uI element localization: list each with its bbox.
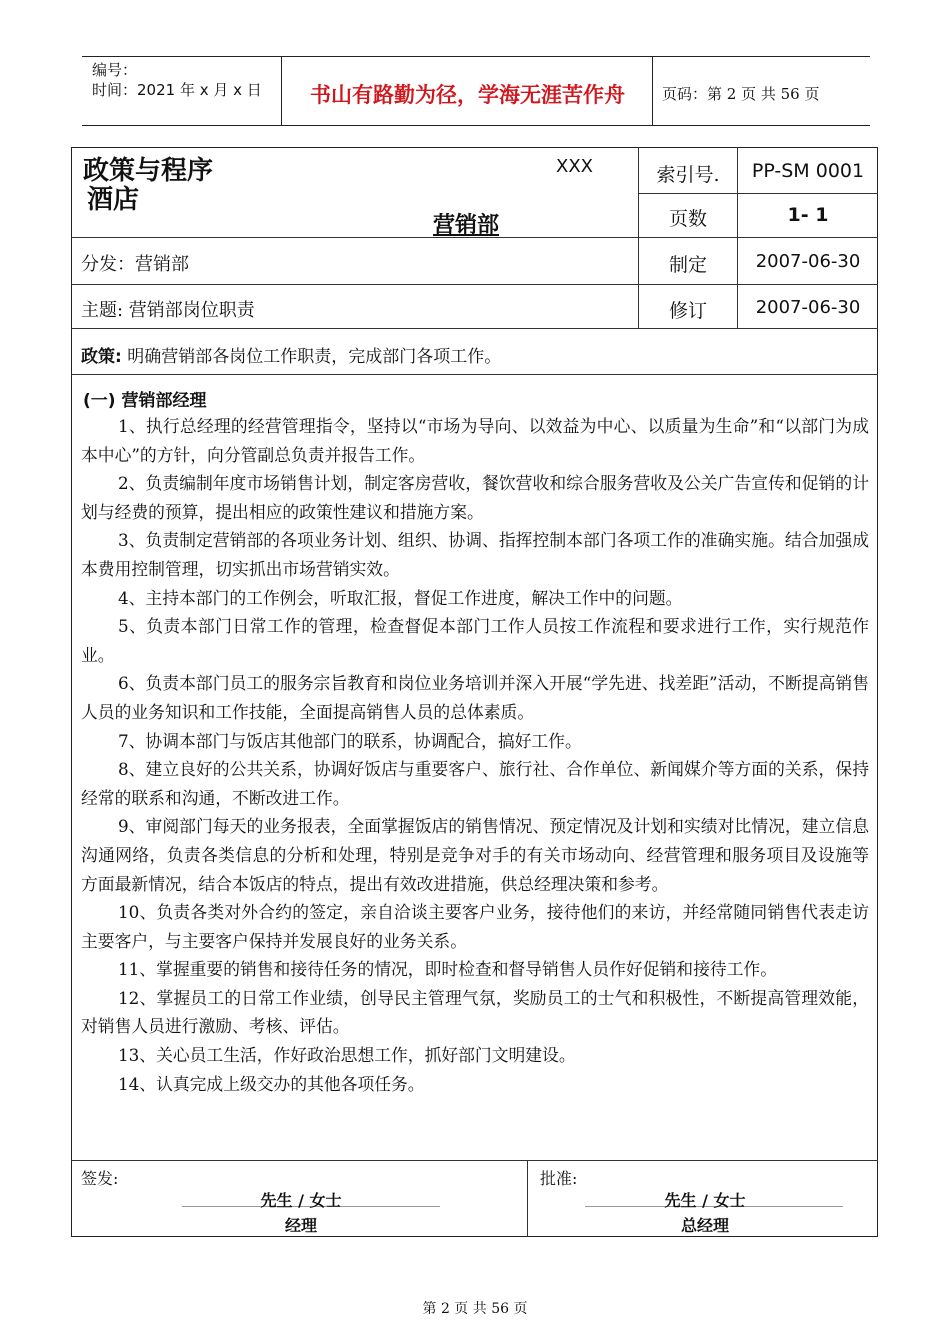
duty-item: 6、负责本部门员工的服务宗旨教育和岗位业务培训并深入开展“学先进、找差距”活动，不断提高销售人员的业务知识和工作技能，全面提高销售人员的总体素质。 bbox=[81, 673, 869, 722]
policy-text: 明确营销部各岗位工作职责，完成部门各项工作。 bbox=[121, 347, 502, 367]
revised-label: 修订 bbox=[668, 300, 707, 322]
duty-item: 14、认真完成上级交办的其他各项任务。 bbox=[117, 1073, 425, 1094]
pages-value: 1- 1 bbox=[787, 204, 829, 226]
issue-label: 签发: bbox=[81, 1169, 119, 1188]
made-value: 2007-06-30 bbox=[755, 251, 861, 272]
header-bottom-rule bbox=[82, 125, 870, 126]
index-label: 索引号. bbox=[656, 164, 720, 186]
approve-title: 总经理 bbox=[680, 1216, 729, 1235]
row-line-6 bbox=[71, 1160, 878, 1161]
duty-item: 13、关心员工生活，作好政治思想工作，抓好部门文明建设。 bbox=[117, 1045, 576, 1066]
issue-name: 先生 / 女士 bbox=[260, 1191, 342, 1210]
header-divider-2 bbox=[652, 56, 653, 125]
pages-label: 页数 bbox=[668, 208, 707, 230]
doc-title: 政策与程序 bbox=[83, 156, 214, 186]
duty-item: 5、负责本部门日常工作的管理，检查督促本部门工作人员按工作流程和要求进行工作，实行规范作业。 bbox=[81, 616, 869, 665]
duty-item: 3、负责制定营销部的各项业务计划、组织、协调、指挥控制本部门各项工作的准确实施。结合加强成本费用控制管理，切实抓出市场营销实效。 bbox=[81, 530, 869, 579]
approve-name: 先生 / 女士 bbox=[664, 1191, 746, 1210]
header-divider-1 bbox=[281, 56, 282, 125]
page-footer: 第 2 页 共 56 页 bbox=[422, 1301, 528, 1317]
department-name: 营销部 bbox=[433, 213, 500, 238]
duty-item: 12、掌握员工的日常工作业绩，创导民主管理气氛，奖励员工的士气和积极性，不断提高管理效能，对销售人员进行激励、考核、评估。 bbox=[81, 987, 869, 1037]
policy-row bbox=[81, 342, 501, 367]
header-page-info: 页码：第 2 页 共 56 页 bbox=[662, 85, 820, 103]
duty-item: 1、执行总经理的经营管理指令，坚持以“市场为导向、以效益为中心、以质量为生命”和“以部门为成本中心”的方针，向分管副总负责并报告工作。 bbox=[81, 416, 869, 465]
col-line-1 bbox=[638, 147, 639, 328]
made-label: 制定 bbox=[668, 254, 707, 276]
header-meta bbox=[92, 60, 262, 100]
duty-item: 8、建立良好的公共关系，协调好饭店与重要客户、旅行社、合作单位、新闻媒介等方面的关系，保持经常的联系和沟通，不断改进工作。 bbox=[81, 759, 869, 808]
col-line-2 bbox=[737, 147, 738, 328]
row-line-5 bbox=[71, 374, 878, 375]
distribution: 分发：营销部 bbox=[81, 254, 189, 275]
subject: 主题: 营销部岗位职责 bbox=[81, 300, 255, 321]
index-value: PP-SM 0001 bbox=[751, 160, 865, 182]
row-line-4 bbox=[71, 328, 878, 329]
revised-value: 2007-06-30 bbox=[755, 297, 861, 318]
duty-item: 7、协调本部门与饭店其他部门的联系，协调配合，搞好工作。 bbox=[117, 730, 582, 751]
number-label: 编号： bbox=[92, 61, 138, 79]
row-line-3 bbox=[71, 284, 878, 285]
duty-item: 4、主持本部门的工作例会，听取汇报，督促工作进度，解决工作中的问题。 bbox=[117, 587, 683, 608]
doc-subtitle: 酒店 bbox=[87, 185, 140, 215]
duty-item: 2、负责编制年度市场销售计划，制定客房营收，餐饮营收和综合服务营收及公关广告宣传和促销的计划与经费的预算，提出相应的政策性建议和措施方案。 bbox=[81, 473, 869, 522]
duty-item: 10、负责各类对外合约的签定，亲自洽谈主要客户业务，接待他们的来访，并经常随同销售代表走访主要客户，与主要客户保持并发展良好的业务关系。 bbox=[81, 902, 869, 951]
policy-label: 政策: bbox=[81, 347, 122, 367]
time-label: 时间：2021 年 x 月 x 日 bbox=[92, 81, 262, 99]
motto: 书山有路勤为径，学海无涯苦作舟 bbox=[310, 82, 625, 107]
approve-label: 批准: bbox=[540, 1169, 578, 1188]
hotel-placeholder: XXX bbox=[556, 156, 593, 177]
duty-item: 11、掌握重要的销售和接待任务的情况，即时检查和督导销售人员作好促销和接待工作。 bbox=[117, 959, 777, 980]
col-line-footer bbox=[527, 1160, 528, 1237]
header-top-rule bbox=[82, 56, 870, 57]
duty-item: 9、审阅部门每天的业务报表，全面掌握饭店的销售情况、预定情况及计划和实绩对比情况，建立信息沟通网络，负责各类信息的分析和处理，特别是竞争对手的有关市场动向、经营管理和服务项目及设施等方面最新情况，结合本饭店的特点，提出有效改进措施，供总经理决策和参考。 bbox=[81, 816, 869, 894]
row-line-1 bbox=[638, 193, 878, 194]
issue-title: 经理 bbox=[284, 1216, 317, 1235]
section-title: (一) 营销部经理 bbox=[83, 391, 207, 411]
duty-list bbox=[81, 412, 869, 1098]
